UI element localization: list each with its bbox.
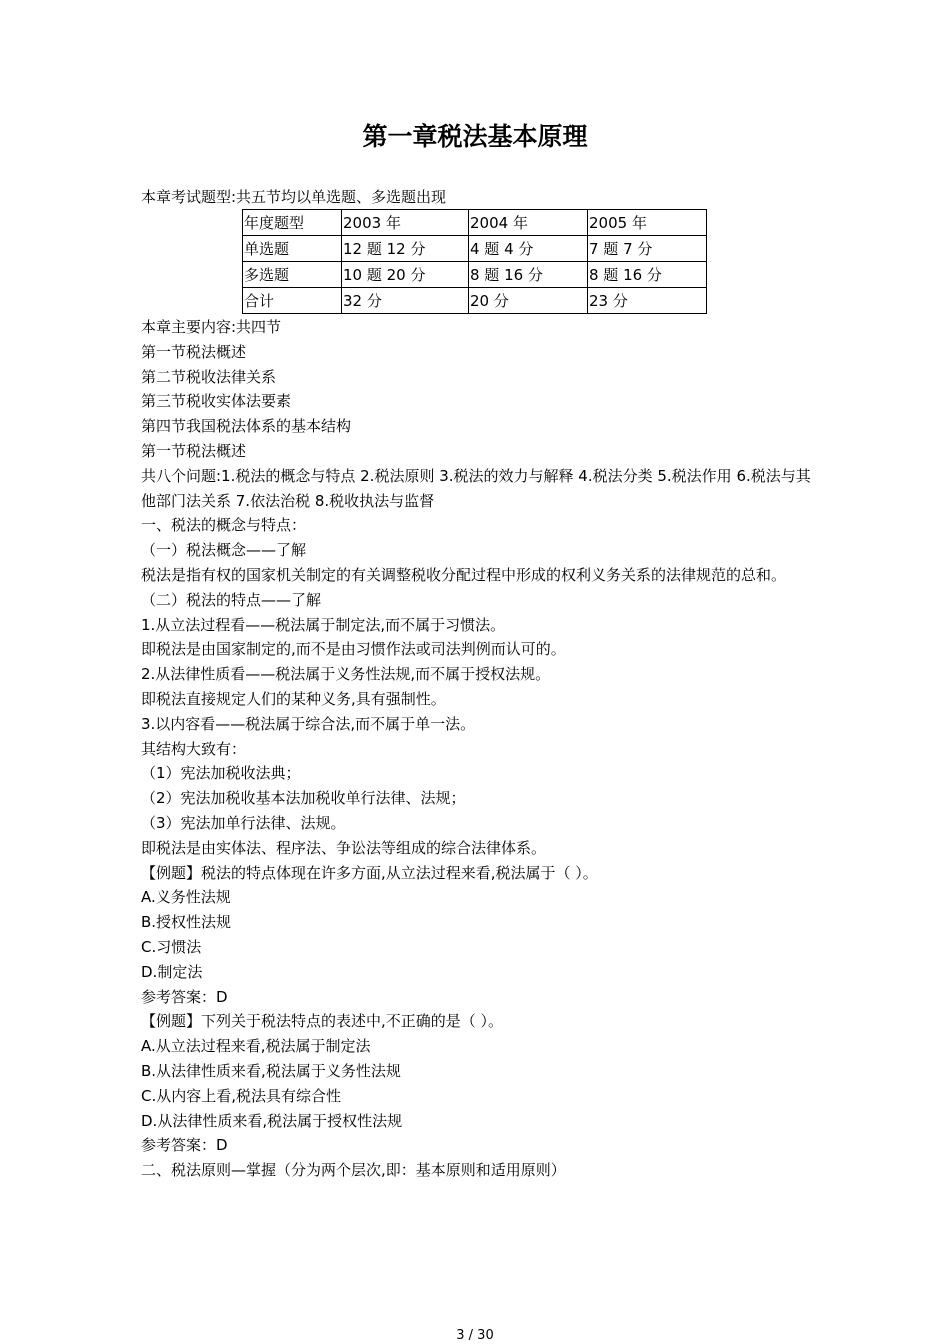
page-title: 第一章税法基本原理 (362, 122, 588, 151)
example-question: 【例题】税法的特点体现在许多方面,从立法过程来看,税法属于（ ）。 (141, 863, 598, 882)
answer-option: D.制定法 (141, 962, 203, 981)
document-body (141, 315, 816, 1183)
table-header-row (243, 210, 707, 236)
paragraph: 共八个问题:1.税法的概念与特点 2.税法原则 3.税法的效力与解释 4.税法分类 5.税法作用 6.税法与其他部门法关系 7.依法治税 8.税收执法与监督 (141, 466, 811, 510)
answer-option: B.授权性法规 (141, 913, 232, 932)
answer-option: A.从立法过程来看,税法属于制定法 (141, 1037, 371, 1056)
paragraph: 其结构大致有： (141, 739, 247, 758)
table-cell: 32 分 (342, 288, 469, 314)
list-item: （1）宪法加税收法典； (141, 764, 301, 783)
table-row (243, 288, 707, 314)
table-cell: 单选题 (243, 236, 342, 262)
subsection-heading: 一、税法的概念与特点： (141, 516, 307, 535)
table-cell: 4 题 4 分 (469, 236, 588, 262)
paragraph: 即税法是由国家制定的,而不是由习惯作法或司法判例而认可的。 (141, 640, 566, 659)
subsection-heading: （一）税法概念——了解 (141, 541, 307, 560)
table-cell: 7 题 7 分 (588, 236, 707, 262)
subsection-heading: （二）税法的特点——了解 (141, 590, 322, 609)
example-question: 【例题】下列关于税法特点的表述中,不正确的是（ ）。 (141, 1012, 504, 1031)
table-cell: 20 分 (469, 288, 588, 314)
table-cell: 多选题 (243, 262, 342, 288)
table-row (243, 262, 707, 288)
table-header-cell: 2004 年 (469, 210, 588, 236)
list-item: （2）宪法加税收基本法加税收单行法律、法规； (141, 789, 466, 808)
answer-option: D.从法律性质来看,税法属于授权性法规 (141, 1111, 403, 1130)
paragraph: 即税法是由实体法、程序法、争讼法等组成的综合法律体系。 (141, 838, 547, 857)
list-item: （3）宪法加单行法律、法规。 (141, 813, 346, 832)
toc-item: 第三节税收实体法要素 (141, 392, 292, 411)
table-cell: 合计 (243, 288, 342, 314)
table-cell: 12 题 12 分 (342, 236, 469, 262)
answer-option: C.从内容上看,税法具有综合性 (141, 1086, 342, 1105)
table-cell: 10 题 20 分 (342, 262, 469, 288)
paragraph: 2.从法律性质看——税法属于义务性法规,而不属于授权法规。 (141, 665, 551, 684)
answer-option: B.从法律性质来看,税法属于义务性法规 (141, 1061, 401, 1080)
toc-item: 第一节税法概述 (141, 342, 247, 361)
paragraph: 即税法直接规定人们的某种义务,具有强制性。 (141, 689, 446, 708)
reference-answer: 参考答案：D (141, 987, 228, 1006)
exam-type-table (242, 209, 707, 314)
table-header-cell: 2005 年 (588, 210, 707, 236)
section-summary: 本章主要内容:共四节 (141, 318, 282, 336)
toc-item: 第四节我国税法体系的基本结构 (141, 417, 352, 436)
section-heading: 第一节税法概述 (141, 441, 247, 460)
table-cell: 23 分 (588, 288, 707, 314)
paragraph: 税法是指有权的国家机关制定的有关调整税收分配过程中形成的权利义务关系的法律规范的总和。 (141, 565, 787, 584)
page-number: 3 / 30 (456, 1328, 494, 1343)
paragraph: 1.从立法过程看——税法属于制定法,而不属于习惯法。 (141, 615, 506, 634)
answer-option: C.习惯法 (141, 937, 202, 956)
paragraph: 3.以内容看——税法属于综合法,而不属于单一法。 (141, 714, 476, 733)
section-heading: 二、税法原则—掌握（分为两个层次,即：基本原则和适用原则） (141, 1161, 566, 1180)
reference-answer: 参考答案：D (141, 1136, 228, 1155)
table-header-cell: 年度题型 (243, 210, 342, 236)
toc-item: 第二节税收法律关系 (141, 367, 277, 386)
answer-option: A.义务性法规 (141, 888, 231, 907)
table-row (243, 236, 707, 262)
table-cell: 8 题 16 分 (588, 262, 707, 288)
intro-text: 本章考试题型:共五节均以单选题、多选题出现 (141, 188, 447, 206)
table-header-cell: 2003 年 (342, 210, 469, 236)
table-cell: 8 题 16 分 (469, 262, 588, 288)
